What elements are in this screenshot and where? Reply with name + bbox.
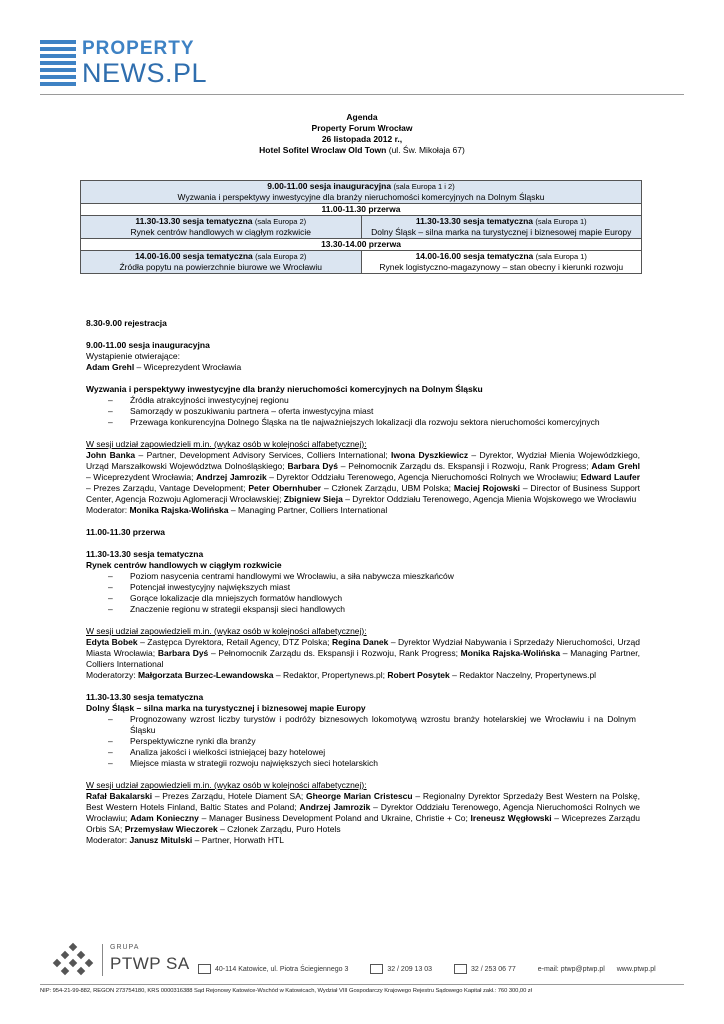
list-item: – Poziom nasycenia centrami handlowymi we Wrocławiu, a siła nabywcza mieszkańców <box>86 571 640 582</box>
logo-bars-icon <box>40 38 76 86</box>
session3-topic: Dolny Śląsk – silna marka na turystycznej i biznesowej mapie Europy <box>86 703 366 713</box>
footer-rule <box>40 984 684 985</box>
footer-grupa: GRUPA <box>110 944 140 951</box>
session2-moderators: Moderatorzy: Małgorzata Burzec-Lewandowska – Redaktor, Propertynews.pl; Robert Posytek – Redaktor Naczelny, Propertynews.pl <box>86 670 597 680</box>
schedule-break-1: 11.00-11.30 przerwa <box>81 204 642 216</box>
list-item: – Przewaga konkurencyjna Dolnego Śląska na tle najważniejszych lokalizacji dla rozwoju sektora nieruchomości komercyjnych <box>86 417 640 428</box>
session3-participants: Rafał Bakalarski – Prezes Zarządu, Hotele Diament SA; Gheorge Marian Cristescu – Regionalny Dyrektor Sprzedaży Best Western na Polskę, Best Western Hotels Finland, Baltic States and Poland; Andrzej Jamrozik – Dyrektor Oddziału Terenowego, Agencja Nieruchomości Rolnych we Wrocławiu; Adam Konieczny – Manager Business Development Poland and Ukraine, Christie + Co; Ireneusz Węgłowski – Wiceprezes Zarządu Orbis SA; Przemysław Wieczorek – Członek Zarządu, Puro Hotels <box>86 791 640 834</box>
agenda-body <box>86 318 640 846</box>
schedule-session-3a: 14.00-16.00 sesja tematyczna (sala Europa 2) Źródła popytu na powierzchnie biurowe we Wrocławiu <box>81 251 362 274</box>
list-item: – Źródła atrakcyjności inwestycyjnej regionu <box>86 395 640 406</box>
session1-participants: John Banka – Partner, Development Advisory Services, Colliers International; Iwona Dyszkiewicz – Dyrektor, Wydział Mienia Wojewódzkiego, Urząd Marszałkowski Województwa Dolnośląskiego; Barbara Dyś – Pełnomocnik Zarządu ds. Ekspansji i Rozwoju, Rank Progress; Adam Grehl – Wiceprezydent Wrocławia; Andrzej Jamrozik – Dyrektor Oddziału Terenowego, Agencja Nieruchomości Rolnych we Wrocławiu; Edward Laufer – Prezes Zarządu, Vantage Development; Peter Obernhuber – Członek Zarządu, UBM Polska; Maciej Rojowski – Director of Business Support Center, Agencja Rozwoju Aglomeracji Wrocławskiej; Zbigniew Sieja – Dyrektor Oddziału Terenowego, Agencja Mienia Wojskowego we Wrocławiu <box>86 450 640 504</box>
event-name: Property Forum Wrocław <box>311 123 413 133</box>
schedule-session-2b: 11.30-13.30 sesja tematyczna (sala Europa 1) Dolny Śląsk – silna marka na turystycznej i biznesowej mapie Europy <box>361 216 642 239</box>
list-item: – Miejsce miasta w strategii rozwoju największych sieci hotelarskich <box>86 758 640 769</box>
footer-tel: 32 / 209 13 03 <box>370 966 442 973</box>
schedule-table <box>80 180 642 274</box>
session2-topic: Rynek centrów handlowych w ciągłym rozkwicie <box>86 560 282 570</box>
session1-moderator: Moderator: Monika Rajska-Wolińska – Managing Partner, Colliers International <box>86 505 388 515</box>
session2-heading: 11.30-13.30 sesja tematyczna <box>86 549 204 559</box>
event-venue: Hotel Sofitel Wroclaw Old Town (ul. Św. Mikołaja 67) <box>259 145 465 155</box>
event-date: 26 listopada 2012 r., <box>321 134 403 144</box>
footer-email[interactable]: e-mail: ptwp@ptwp.pl <box>537 965 605 973</box>
session2-participants: Edyta Bobek – Zastępca Dyrektora, Retail Agency, DTZ Polska; Regina Danek – Dyrektor Wydział Nabywania i Sprzedaży Nieruchomości, Urząd Miasta Wrocławia; Barbara Dyś – Pełnomocnik Zarządu ds. Ekspansji i Rozwoju, Rank Progress; Monika Rajska-Wolińska – Managing Partner, Colliers International <box>86 637 641 669</box>
header-divider <box>40 94 684 95</box>
logo-text-property: PROPERTY <box>82 38 195 59</box>
envelope-icon <box>198 964 211 974</box>
list-item: – Analiza jakości i wielkości istniejącej bazy hotelowej <box>86 747 640 758</box>
list-item: – Prognozowany wzrost liczby turystów i podróży biznesowych lokomotywą wzrostu branży hotelarskiej we Wrocławiu i na Dolnym Śląsku <box>86 714 640 736</box>
footer-company: PTWP SA <box>110 954 190 973</box>
legal-line: NIP: 954-21-99-882, REGON 273754180, KRS 0000316388 Sąd Rejonowy Katowice-Wschód w Katowicach, Wydział VIII Gospodarczy Krajowego Rejestru Sądowego Kapitał zakł.: 760 300,00 zł <box>40 988 532 994</box>
opening-label: Wystąpienie otwierające: <box>86 351 180 361</box>
schedule-row-inaugural: 9.00-11.00 sesja inauguracyjna (sala Europa 1 i 2) Wyzwania i perspektywy inwestycyjne dla branży nieruchomości komercyjnych na Dolnym Śląsku <box>81 181 642 204</box>
footer <box>40 940 684 980</box>
fax-icon <box>454 964 467 974</box>
list-item: – Gorące lokalizacje dla mniejszych formatów handlowych <box>86 593 640 604</box>
break-1-line: 11.00-11.30 przerwa <box>86 527 165 537</box>
logo-text-news: NEWS.PL <box>82 58 208 88</box>
session3-heading: 11.30-13.30 sesja tematyczna <box>86 692 204 702</box>
session3-moderator: Moderator: Janusz Mitulski – Partner, Horwath HTL <box>86 835 284 845</box>
opening-speaker: Adam Grehl – Wiceprezydent Wrocławia <box>86 362 242 372</box>
footer-fax: 32 / 253 06 77 <box>454 966 526 973</box>
footer-www[interactable]: www.ptwp.pl <box>616 965 656 973</box>
agenda-header <box>80 112 644 156</box>
registration-line: 8.30-9.00 rejestracja <box>86 318 167 328</box>
list-item: – Znaczenie regionu w strategii ekspansji sieci handlowych <box>86 604 640 615</box>
session2-confirmed-label: W sesji udział zapowiedzieli m.in. (wykaz osób w kolejności alfabetycznej): <box>86 626 367 636</box>
session2-bullets <box>86 571 640 615</box>
propertynews-logo <box>40 38 220 90</box>
phone-icon <box>370 964 383 974</box>
session1-confirmed-label: W sesji udział zapowiedzieli m.in. (wykaz osób w kolejności alfabetycznej): <box>86 439 367 449</box>
footer-contacts <box>198 964 666 974</box>
schedule-session-3b: 14.00-16.00 sesja tematyczna (sala Europa 1) Rynek logistyczno-magazynowy – stan obecny i kierunki rozwoju <box>361 251 642 274</box>
schedule-session-2a: 11.30-13.30 sesja tematyczna (sala Europa 2) Rynek centrów handlowych w ciągłym rozkwicie <box>81 216 362 239</box>
session1-topic: Wyzwania i perspektywy inwestycyjne dla branży nieruchomości komercyjnych na Dolnym Śląsku <box>86 384 483 394</box>
session1-bullets <box>86 395 640 428</box>
schedule-break-2: 13.30-14.00 przerwa <box>81 239 642 251</box>
session3-bullets <box>86 714 640 769</box>
list-item: – Samorządy w poszukiwaniu partnera – oferta inwestycyjna miast <box>86 406 640 417</box>
ptwp-logo-icon <box>52 942 98 978</box>
list-item: – Perspektywiczne rynki dla branży <box>86 736 640 747</box>
list-item: – Potencjał inwestycyjny największych miast <box>86 582 640 593</box>
footer-address: 40-114 Katowice, ul. Piotra Ściegiennego 3 <box>198 966 358 973</box>
agenda-title: Agenda <box>346 112 378 122</box>
session3-confirmed-label: W sesji udział zapowiedzieli m.in. (wykaz osób w kolejności alfabetycznej): <box>86 780 367 790</box>
footer-divider <box>102 944 103 976</box>
inaugural-heading: 9.00-11.00 sesja inauguracyjna <box>86 340 210 350</box>
